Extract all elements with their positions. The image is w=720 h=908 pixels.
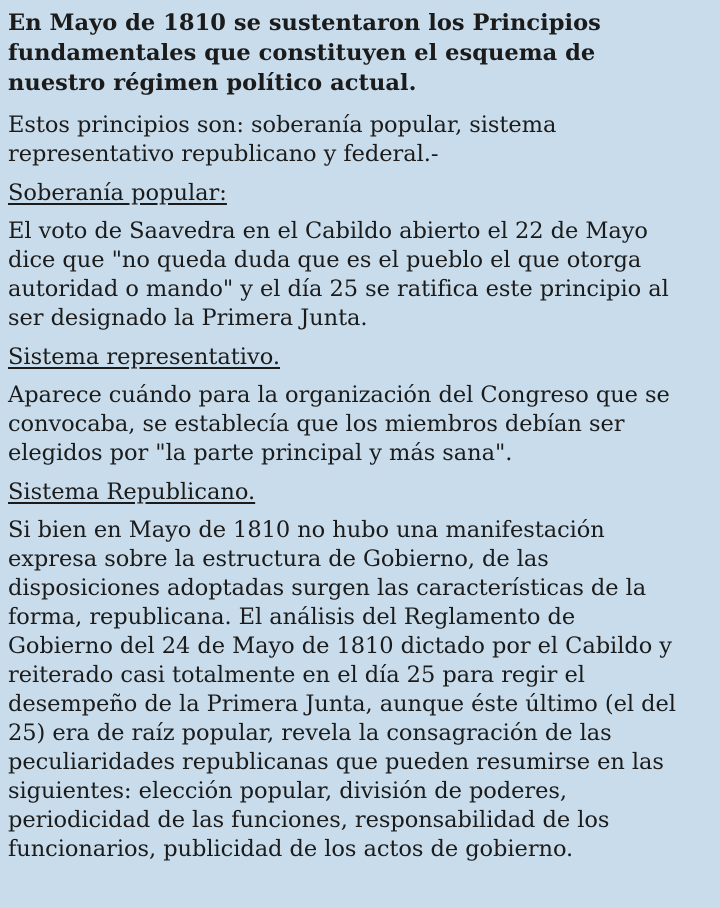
section-paragraph-representativo — [8, 381, 714, 468]
paragraph-line: Si bien en Mayo de 1810 no hubo una manifestación — [8, 517, 605, 543]
paragraph-line: representativo republicano y federal.- — [8, 141, 439, 167]
paragraph-line: disposiciones adoptadas surgen las características de la — [8, 575, 647, 601]
paragraph-line: peculiaridades republicanas que pueden resumirse en las — [8, 749, 664, 775]
section-paragraph-republicano — [8, 516, 714, 864]
title-line: En Mayo de 1810 se sustentaron los Principios — [8, 10, 601, 36]
paragraph-line: Gobierno del 24 de Mayo de 1810 dictado por el Cabildo y — [8, 633, 672, 659]
paragraph-line: 25) era de raíz popular, revela la consagración de las — [8, 720, 612, 746]
document-title — [8, 8, 714, 98]
paragraph-line: El voto de Saavedra en el Cabildo abierto el 22 de Mayo — [8, 218, 648, 244]
paragraph-line: Aparece cuándo para la organización del Congreso que se — [8, 382, 670, 408]
section-heading-representativo: Sistema representativo. — [8, 344, 281, 370]
paragraph-line: convocaba, se establecía que los miembros debían ser — [8, 411, 625, 437]
section-paragraph-soberania — [8, 217, 714, 333]
paragraph-line: Estos principios son: soberanía popular, sistema — [8, 112, 557, 138]
paragraph-line: expresa sobre la estructura de Gobierno, de las — [8, 546, 549, 572]
paragraph-line: siguientes: elección popular, división de poderes, — [8, 778, 567, 804]
paragraph-line: dice que "no queda duda que es el pueblo el que otorga — [8, 247, 642, 273]
paragraph-line: periodicidad de las funciones, responsabilidad de los — [8, 807, 610, 833]
paragraph-line: desempeño de la Primera Junta, aunque éste último (el del — [8, 691, 676, 717]
paragraph-line: funcionarios, publicidad de los actos de gobierno. — [8, 836, 574, 862]
section-heading-soberania: Soberanía popular: — [8, 180, 227, 206]
title-line: nuestro régimen político actual. — [8, 70, 417, 96]
paragraph-line: ser designado la Primera Junta. — [8, 305, 368, 331]
intro-paragraph — [8, 111, 714, 169]
paragraph-line: reiterado casi totalmente en el día 25 para regir el — [8, 662, 585, 688]
paragraph-line: autoridad o mando" y el día 25 se ratifica este principio al — [8, 276, 669, 302]
paragraph-line: elegidos por "la parte principal y más sana". — [8, 440, 513, 466]
section-heading-republicano: Sistema Republicano. — [8, 479, 256, 505]
paragraph-line: forma, republicana. El análisis del Reglamento de — [8, 604, 576, 630]
title-line: fundamentales que constituyen el esquema de — [8, 40, 596, 66]
